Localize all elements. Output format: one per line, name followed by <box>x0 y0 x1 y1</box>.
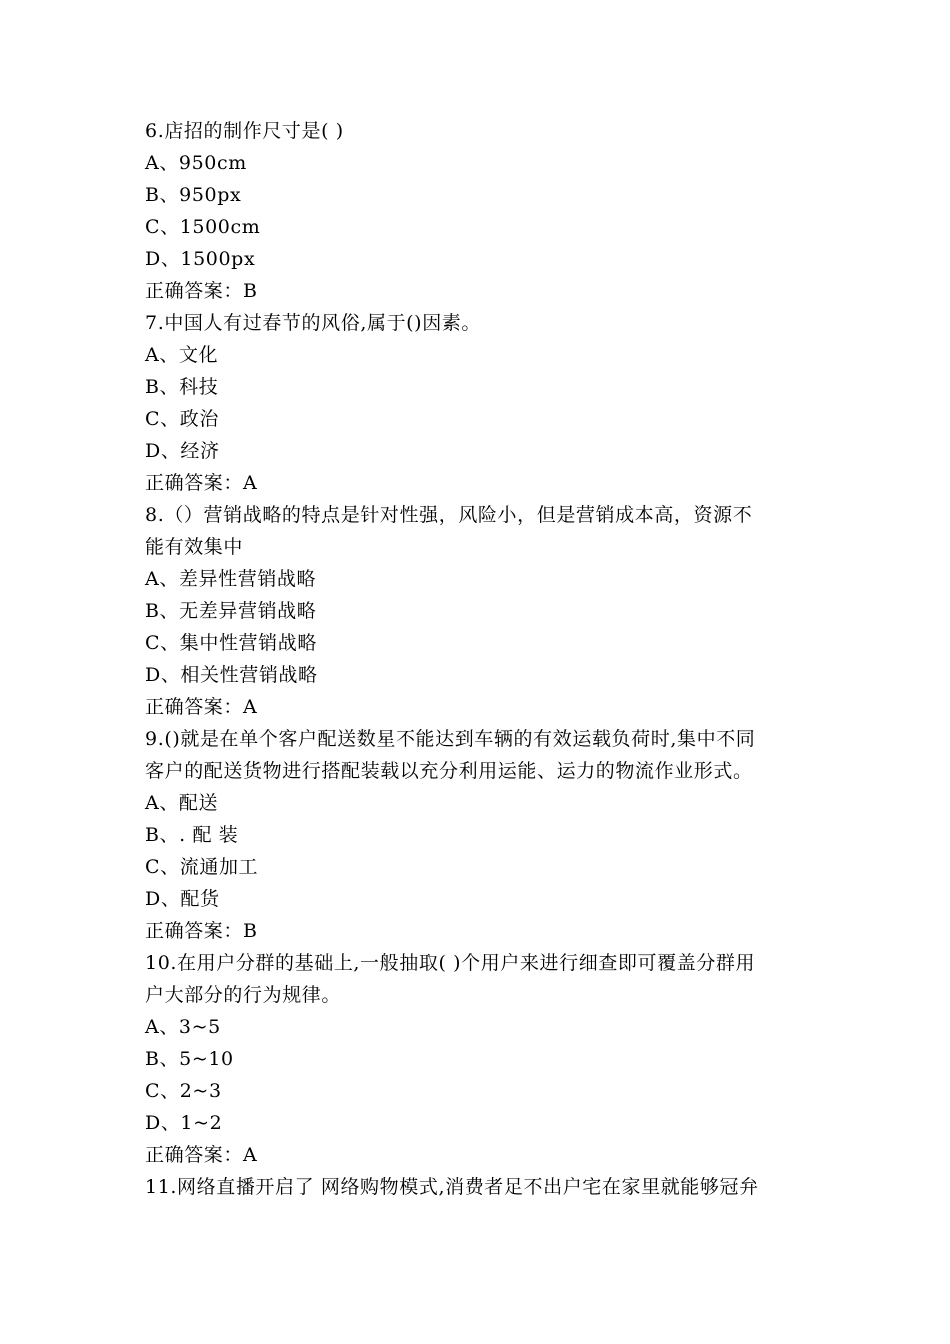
correct-answer: 正确答案：B <box>145 280 258 302</box>
question-stem-continued: 户大部分的行为规律。 <box>145 984 342 1006</box>
question-stem-continued: 能有效集中 <box>145 536 244 558</box>
option-a: A、差异性营销战略 <box>145 568 317 590</box>
option-d: D、1~2 <box>145 1112 223 1134</box>
option-c: C、集中性营销战略 <box>145 632 317 654</box>
correct-answer: 正确答案：B <box>145 920 258 942</box>
correct-answer: 正确答案：A <box>145 472 258 494</box>
option-b: B、. 配 装 <box>145 824 239 846</box>
question-stem: 9.()就是在单个客户配送数星不能达到车辆的有效运载负荷时,集中不同 <box>145 728 756 750</box>
question-10 <box>145 947 815 1171</box>
question-stem-continued: 客户的配送货物进行搭配装载以充分利用运能、运力的物流作业形式。 <box>145 760 753 782</box>
option-a: A、文化 <box>145 344 219 366</box>
option-a: A、3~5 <box>145 1016 221 1038</box>
question-6 <box>145 115 815 307</box>
option-b: B、无差异营销战略 <box>145 600 317 622</box>
question-stem: 8.（）营销战略的特点是针对性强，风险小，但是营销成本高，资源不 <box>145 504 753 526</box>
option-b: B、950px <box>145 184 242 206</box>
question-11 <box>145 1171 815 1203</box>
question-stem: 10.在用户分群的基础上,一般抽取( )个用户来进行细查即可覆盖分群用 <box>145 952 756 974</box>
option-d: D、1500px <box>145 248 256 270</box>
document-page <box>145 115 815 1203</box>
option-a: A、950cm <box>145 152 247 174</box>
option-d: D、配货 <box>145 888 220 910</box>
question-stem: 7.中国人有过春节的风俗,属于()因素。 <box>145 312 481 334</box>
option-c: C、2~3 <box>145 1080 222 1102</box>
question-stem: 6.店招的制作尺寸是( ) <box>145 120 344 142</box>
question-8 <box>145 499 815 723</box>
option-c: C、1500cm <box>145 216 261 238</box>
option-d: D、经济 <box>145 440 220 462</box>
option-c: C、流通加工 <box>145 856 259 878</box>
option-d: D、相关性营销战略 <box>145 664 318 686</box>
option-b: B、科技 <box>145 376 219 398</box>
question-9 <box>145 723 815 947</box>
correct-answer: 正确答案：A <box>145 696 258 718</box>
option-a: A、配送 <box>145 792 219 814</box>
option-b: B、5~10 <box>145 1048 234 1070</box>
correct-answer: 正确答案：A <box>145 1144 258 1166</box>
question-7 <box>145 307 815 499</box>
question-stem: 11.网络直播开启了 网络购物模式,消费者足不出户宅在家里就能够冠弁 <box>145 1176 759 1198</box>
option-c: C、政治 <box>145 408 219 430</box>
